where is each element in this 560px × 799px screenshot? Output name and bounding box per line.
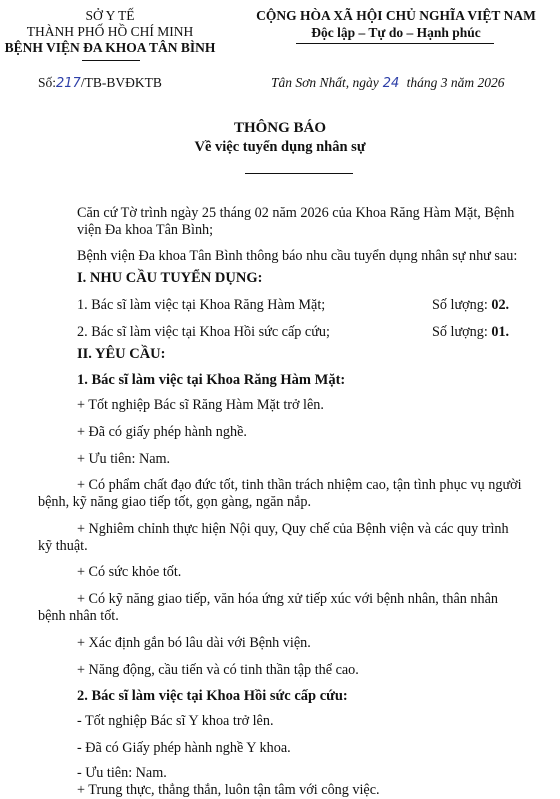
need-item-1-label: 1. Bác sĩ làm việc tại Khoa Răng Hàm Mặt; bbox=[77, 297, 326, 313]
req-line: + Ưu tiên: Nam. bbox=[77, 451, 171, 467]
req-line: - Đã có Giấy phép hành nghề Y khoa. bbox=[77, 740, 291, 756]
document-number bbox=[38, 75, 162, 91]
title-underline bbox=[245, 173, 353, 174]
document-date bbox=[271, 75, 505, 91]
req-line: - Tốt nghiệp Bác sĩ Y khoa trở lên. bbox=[77, 713, 274, 729]
req-line: + Có sức khỏe tốt. bbox=[77, 564, 182, 580]
req-line: bệnh nhân tốt. bbox=[38, 608, 119, 624]
doc-title: THÔNG BÁO bbox=[233, 120, 327, 136]
org-line-2: THÀNH PHỐ HỒ CHÍ MINH bbox=[26, 24, 194, 39]
intro-p2: Bệnh viện Đa khoa Tân Bình thông báo nhu cầu tuyển dụng nhân sự như sau: bbox=[77, 248, 518, 264]
req-line: + Xác định gắn bó lâu dài với Bệnh viện. bbox=[77, 635, 311, 651]
motto-underline bbox=[296, 43, 494, 44]
req-line: + Nghiêm chỉnh thực hiện Nội quy, Quy chế của Bệnh viện và các quy trình bbox=[77, 521, 509, 537]
intro-p1-line1: Căn cứ Tờ trình ngày 25 tháng 02 năm 2026 của Khoa Răng Hàm Mặt, Bệnh bbox=[77, 205, 515, 221]
req-line: bệnh, kỹ năng giao tiếp tốt, gọn gàng, ngăn nắp. bbox=[38, 494, 312, 510]
org-line-1: SỞ Y TẾ bbox=[85, 8, 135, 23]
req-line: + Năng động, cầu tiến và có tinh thần tập thể cao. bbox=[77, 662, 359, 678]
number-prefix: Số: bbox=[38, 75, 57, 90]
need-item-2-label: 2. Bác sĩ làm việc tại Khoa Hồi sức cấp cứu; bbox=[77, 324, 330, 340]
need-item-2-qty bbox=[432, 324, 509, 341]
org-underline bbox=[82, 60, 140, 61]
doc-subtitle: Về việc tuyển dụng nhân sự bbox=[194, 139, 366, 155]
req-line-clipped: + Trung thực, thẳng thắn, luôn tận tâm với công việc. bbox=[77, 782, 380, 798]
sub-1-heading: 1. Bác sĩ làm việc tại Khoa Răng Hàm Mặt: bbox=[77, 372, 346, 388]
date-day-handwritten: 24 bbox=[382, 76, 400, 91]
qty-value: 02. bbox=[491, 297, 510, 313]
sub-2-heading: 2. Bác sĩ làm việc tại Khoa Hồi sức cấp cứu: bbox=[77, 688, 348, 704]
qty-label: Số lượng: bbox=[432, 324, 488, 340]
nation-line-1: CỘNG HÒA XÃ HỘI CHỦ NGHĨA VIỆT NAM bbox=[256, 8, 536, 23]
intro-p1-line2: viện Đa khoa Tân Bình; bbox=[77, 222, 214, 238]
nation-line-2: Độc lập – Tự do – Hạnh phúc bbox=[311, 25, 481, 40]
req-line: - Ưu tiên: Nam. bbox=[77, 765, 167, 781]
qty-value: 01. bbox=[491, 324, 510, 340]
qty-label: Số lượng: bbox=[432, 297, 488, 313]
number-handwritten: 217 bbox=[56, 76, 81, 91]
req-line: kỹ thuật. bbox=[38, 538, 88, 554]
section-2-heading: II. YÊU CẦU: bbox=[77, 346, 166, 362]
req-line: + Đã có giấy phép hành nghề. bbox=[77, 424, 247, 440]
number-suffix: /TB-BVĐKTB bbox=[80, 75, 162, 90]
need-item-1-qty bbox=[432, 297, 509, 314]
req-line: + Có phẩm chất đạo đức tốt, tinh thần trách nhiệm cao, tận tình phục vụ người bbox=[77, 477, 522, 493]
date-suffix: tháng 3 năm 2026 bbox=[406, 75, 505, 90]
date-prefix: Tân Sơn Nhất, ngày bbox=[271, 75, 379, 90]
req-line: + Có kỹ năng giao tiếp, văn hóa ứng xử tiếp xúc với bệnh nhân, thân nhân bbox=[77, 591, 498, 607]
section-1-heading: I. NHU CẦU TUYỂN DỤNG: bbox=[77, 270, 263, 286]
org-line-3: BỆNH VIỆN ĐA KHOA TÂN BÌNH bbox=[4, 40, 216, 55]
req-line: + Tốt nghiệp Bác sĩ Răng Hàm Mặt trở lên. bbox=[77, 397, 324, 413]
